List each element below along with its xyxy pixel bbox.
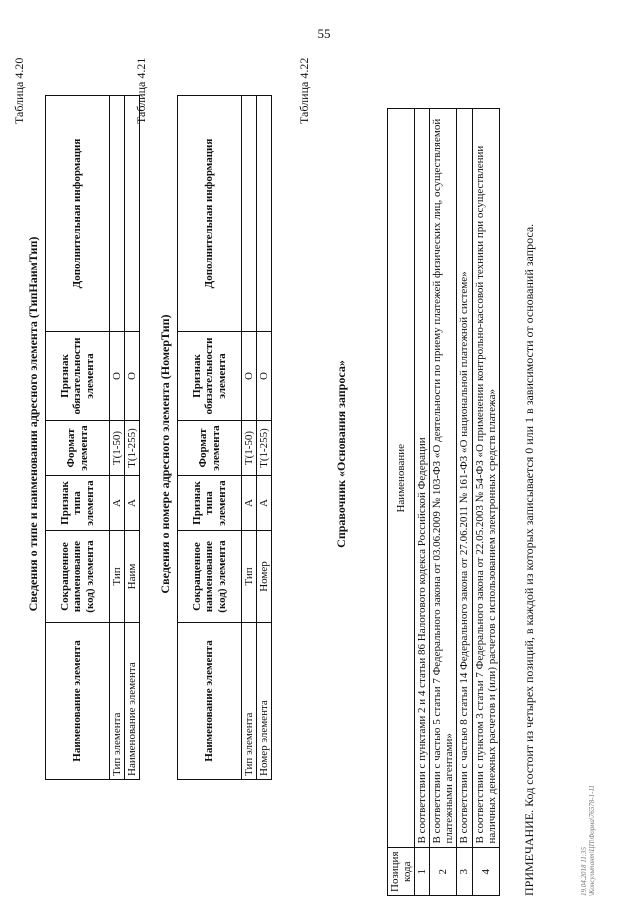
cell: О [125, 332, 140, 421]
table-row [430, 109, 457, 896]
cell: Тип [242, 531, 257, 623]
table-4-21-title: Сведения о номере адресного элемента (НомерТип) [158, 314, 172, 594]
cell: О [257, 332, 272, 421]
cell: T(1-50) [110, 421, 125, 476]
cell: Наим [125, 531, 140, 623]
stamp-line: \Консультант\ЦП\Форма\76578-1-11 [588, 785, 597, 896]
cell: О [110, 332, 125, 421]
table-4-22-number: Таблица 4.22 [297, 57, 311, 124]
table-row [125, 96, 140, 780]
table-row [257, 96, 272, 780]
cell [110, 96, 125, 332]
cell: А [125, 476, 140, 531]
table-4-20-title: Сведения о типе и наименовании адресного элемента (ТипНаимТип) [26, 236, 40, 612]
th-format: Формат элемента [178, 421, 242, 476]
cell: Тип [110, 531, 125, 623]
cell: Наименование элемента [125, 623, 140, 780]
cell [257, 96, 272, 332]
cell: Номер [257, 531, 272, 623]
th-format: Формат элемента [46, 421, 110, 476]
table-4-22 [387, 108, 500, 896]
table-4-20 [45, 95, 140, 780]
cell [125, 96, 140, 332]
note-text: ПРИМЕЧАНИЕ. Код состоит из четырех позиций, в каждой из которых записывается 0 или 1 в зависимости от оснований запроса. [522, 223, 536, 896]
th-short-name: Сокращенное наименование (код) элемента [46, 531, 110, 623]
cell: 4 [472, 848, 499, 896]
th-type-flag: Признак типа элемента [46, 476, 110, 531]
table-row [415, 109, 430, 896]
table-row [457, 109, 472, 896]
table-row [472, 109, 499, 896]
cell: А [110, 476, 125, 531]
cell: T(1-50) [242, 421, 257, 476]
cell: О [242, 332, 257, 421]
th-name: Наименование элемента [178, 623, 242, 780]
th-short-name: Сокращенное наименование (код) элемента [178, 531, 242, 623]
cell: Номер элемента [257, 623, 272, 780]
table-4-20-number: Таблица 4.20 [12, 57, 26, 124]
cell: 1 [415, 848, 430, 896]
cell: В соответствии с частью 8 статьи 14 Федерального закона от 27.06.2011 № 161-ФЗ «О национальной платежной системе» [457, 109, 472, 848]
cell: В соответствии с пунктом 3 статьи 7 Федерального закона от 22.05.2003 № 54-ФЗ «О применении контрольно-кассовой техники при осуществлении наличных денежных расчетов и (или) расчетов с использованием электронных средств платежа» [472, 109, 499, 848]
table-4-21-number: Таблица 4.21 [134, 57, 148, 124]
page-number: 55 [317, 26, 331, 41]
th-type-flag: Признак типа элемента [178, 476, 242, 531]
cell: В соответствии с частью 5 статьи 7 Федерального закона от 03.06.2009 № 103-ФЗ «О деятельности по приему платежей физических лиц, осуществляемой платежными агентами» [430, 109, 457, 848]
cell: Тип элемента [110, 623, 125, 780]
cell: Тип элемента [242, 623, 257, 780]
table-4-22-title: Справочник «Основания запроса» [334, 360, 348, 548]
cell: А [257, 476, 272, 531]
cell: T(1-255) [257, 421, 272, 476]
cell [242, 96, 257, 332]
table-row [110, 96, 125, 780]
cell: 3 [457, 848, 472, 896]
th-extra-info: Дополнительная информация [178, 96, 242, 332]
table-row [242, 96, 257, 780]
th-name: Наименование [388, 109, 415, 848]
th-extra-info: Дополнительная информация [46, 96, 110, 332]
th-required: Признак обязательности элемента [178, 332, 242, 421]
cell: В соответствии с пунктами 2 и 4 статьи 86 Налогового кодекса Российской Федерации [415, 109, 430, 848]
document-stamp [580, 785, 597, 896]
cell: А [242, 476, 257, 531]
table-4-21 [177, 95, 272, 780]
th-position-code: Позиция кода [388, 848, 415, 896]
cell: T(1-255) [125, 421, 140, 476]
th-name: Наименование элемента [46, 623, 110, 780]
cell: 2 [430, 848, 457, 896]
th-required: Признак обязательности элемента [46, 332, 110, 421]
stamp-line: 19.04.2018 11:35 [580, 846, 588, 896]
